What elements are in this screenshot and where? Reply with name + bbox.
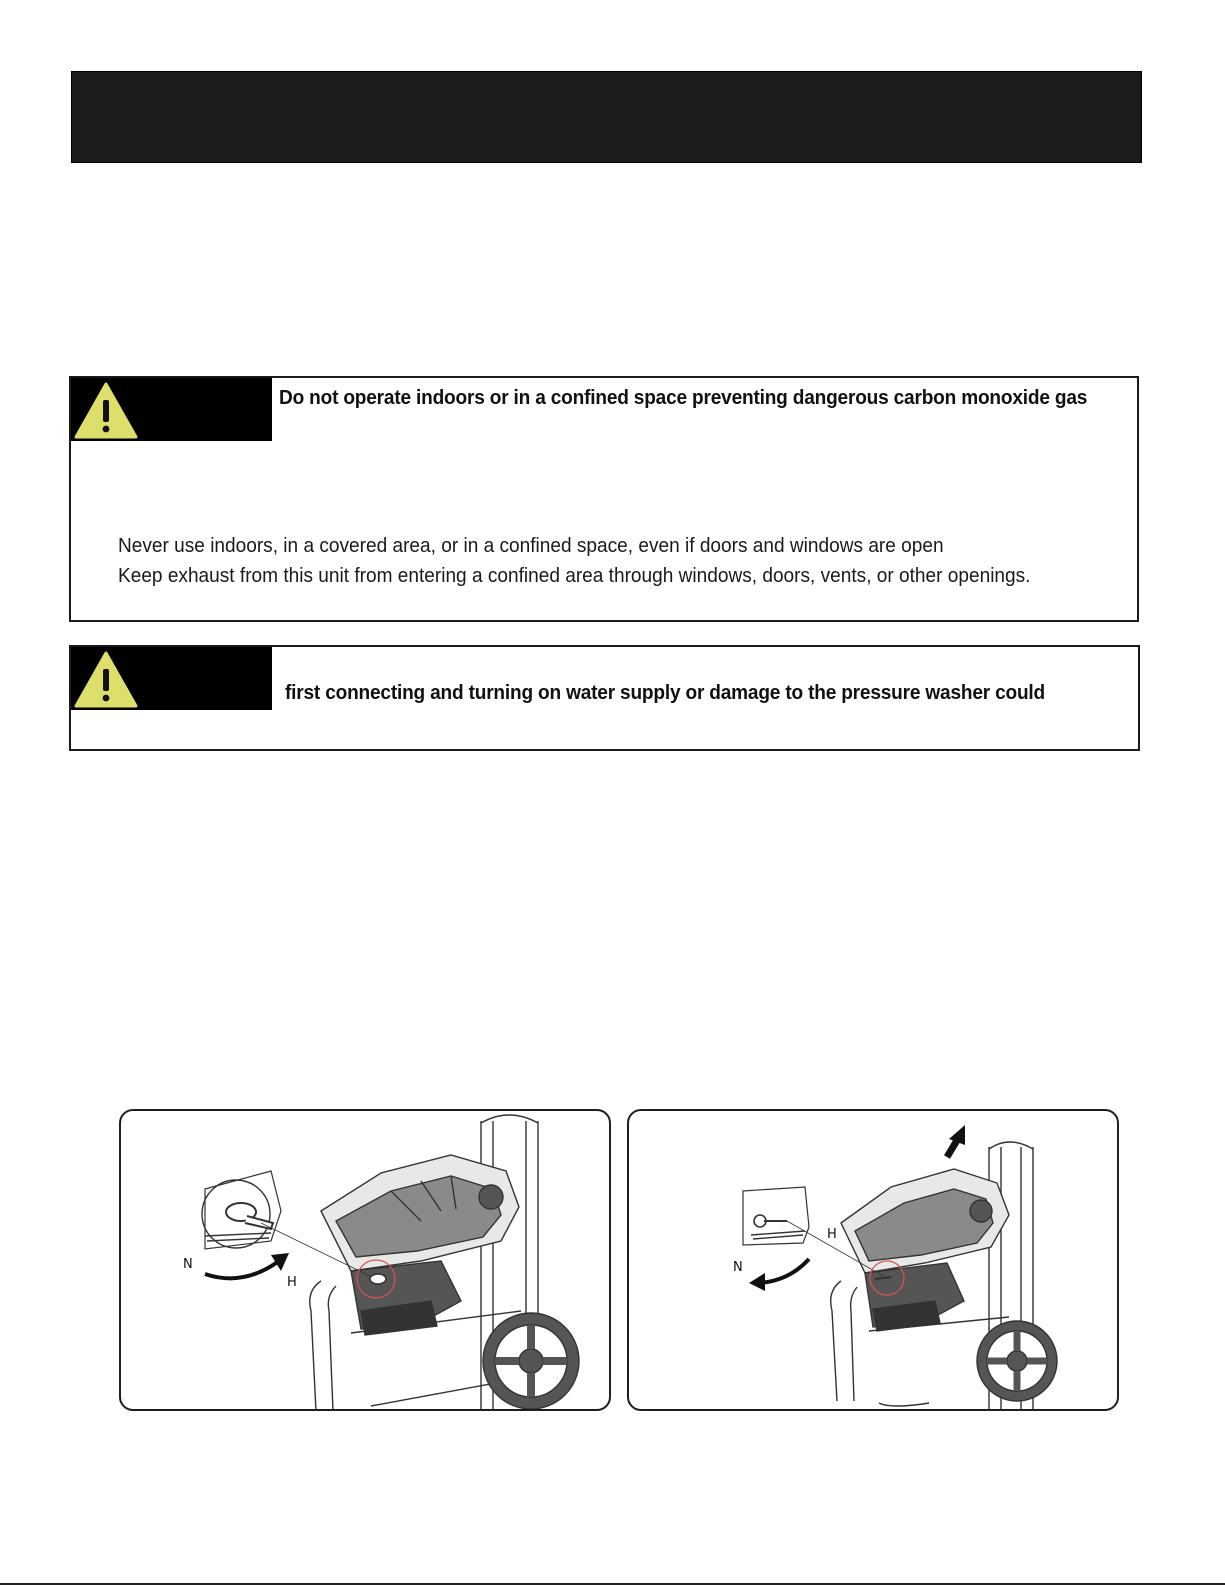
warning-triangle-icon: [73, 649, 139, 709]
pressure-washer-illustration: [629, 1111, 1119, 1411]
label-h: H: [287, 1275, 297, 1290]
header-bar: [71, 71, 1142, 163]
warning-signal-label: [71, 378, 272, 441]
label-n: N: [183, 1257, 193, 1272]
label-h: H: [827, 1227, 837, 1242]
warning-lead-text: first connecting and turning on water supply or damage to the pressure washer could: [285, 681, 1045, 704]
warning-line: Never use indoors, in a covered area, or in a confined space, even if doors and windows are open: [118, 534, 944, 557]
warning-box-carbon-monoxide: [69, 376, 1139, 622]
figure-valve-close: [627, 1109, 1119, 1411]
label-n: N: [733, 1260, 743, 1275]
pressure-washer-illustration: [121, 1111, 611, 1411]
warning-line: Keep exhaust from this unit from entering a confined area through windows, doors, vents, or other openings.: [118, 564, 1031, 587]
warning-lead-text: Do not operate indoors or in a confined space preventing dangerous carbon monoxide gas: [279, 386, 1088, 409]
warning-triangle-icon: [73, 380, 139, 440]
warning-box-water-supply: [69, 645, 1140, 751]
figure-valve-open: [119, 1109, 611, 1411]
warning-signal-label: [71, 647, 272, 710]
